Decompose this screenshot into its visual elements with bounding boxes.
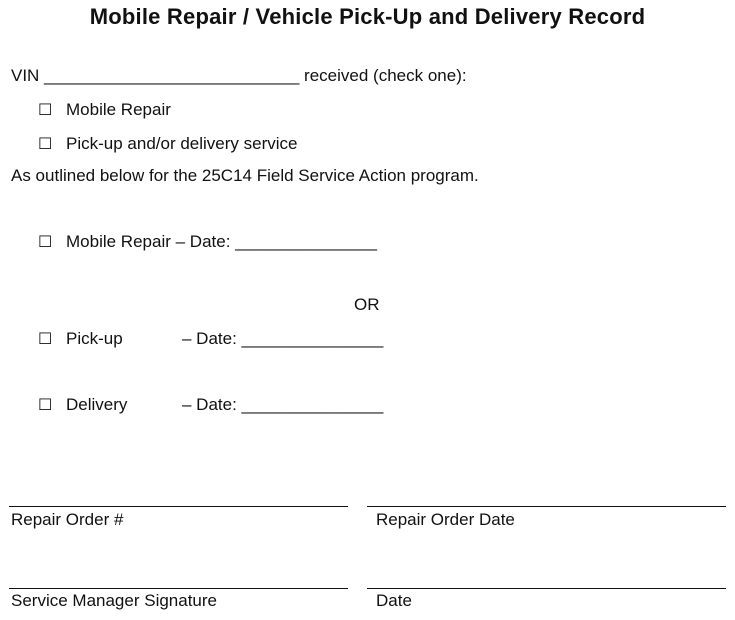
pickup-date-row[interactable]	[38, 329, 383, 349]
option-mobile-repair[interactable]	[38, 100, 171, 120]
service-manager-signature-line[interactable]	[9, 588, 348, 589]
signature-date-line[interactable]	[367, 588, 726, 589]
checkbox-icon[interactable]: ☐	[38, 102, 53, 119]
option-label: Pick-up and/or delivery service	[66, 134, 298, 153]
pickup-label: Pick-up	[66, 329, 123, 348]
or-separator: OR	[354, 295, 380, 314]
option-label: Mobile Repair	[66, 100, 171, 119]
program-description: As outlined below for the 25C14 Field Service Action program.	[11, 166, 479, 185]
service-manager-signature-label: Service Manager Signature	[11, 591, 218, 610]
document-title: Mobile Repair / Vehicle Pick-Up and Delivery Record	[89, 4, 646, 29]
mobile-repair-label: Mobile Repair	[66, 232, 171, 251]
delivery-date-row[interactable]	[38, 395, 383, 415]
option-pickup-delivery[interactable]	[38, 134, 297, 154]
repair-order-number-line[interactable]	[9, 506, 348, 507]
repair-order-date-label: Repair Order Date	[376, 510, 515, 529]
delivery-label: Delivery	[66, 395, 128, 414]
vin-line: VIN ___________________________ received (check one):	[11, 66, 467, 85]
repair-order-date-line[interactable]	[367, 506, 726, 507]
mobile-repair-date-row[interactable]	[38, 232, 377, 252]
checkbox-icon[interactable]: ☐	[38, 331, 53, 348]
delivery-date-field[interactable]: – Date: _______________	[182, 395, 384, 414]
signature-date-label: Date	[376, 591, 412, 610]
checkbox-icon[interactable]: ☐	[38, 136, 53, 153]
repair-order-number-label: Repair Order #	[11, 510, 124, 529]
checkbox-icon[interactable]: ☐	[38, 234, 53, 251]
checkbox-icon[interactable]: ☐	[38, 397, 53, 414]
pickup-date-field[interactable]: – Date: _______________	[182, 329, 384, 348]
mobile-repair-date-field[interactable]: – Date: _______________	[175, 232, 377, 251]
